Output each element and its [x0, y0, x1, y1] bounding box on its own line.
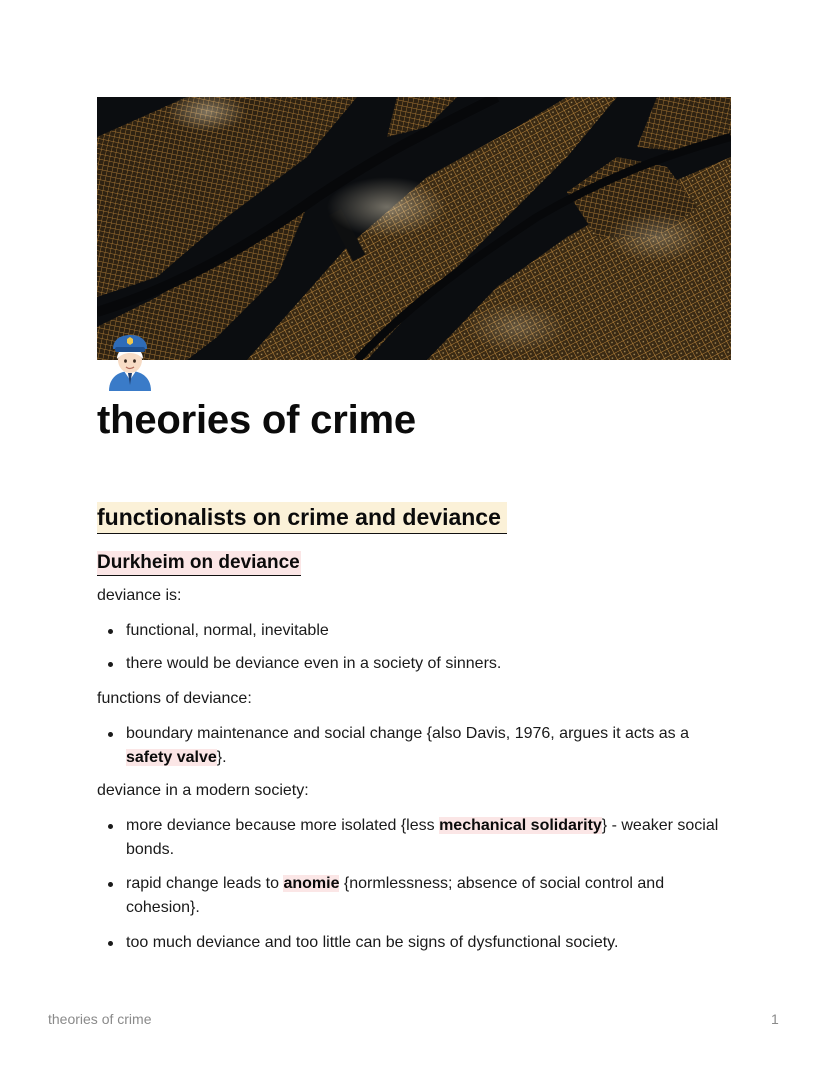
highlight-anomie: anomie: [283, 875, 340, 892]
bullet-dot: [108, 629, 113, 634]
bullet-dot: [108, 824, 113, 829]
cover-image: [97, 97, 731, 360]
bullet-dot: [108, 882, 113, 887]
paragraph-deviance-modern-society: deviance in a modern society:: [97, 782, 309, 799]
paragraph-functions-of-deviance: functions of deviance:: [97, 690, 252, 707]
list-item-text: functional, normal, inevitable: [126, 622, 329, 639]
list-item: [108, 619, 738, 643]
bullet-dot: [108, 732, 113, 737]
list-item-text: too much deviance and too little can be signs of dysfunctional society.: [126, 934, 619, 951]
list-item-text: [126, 814, 738, 862]
bullet-dot: [108, 662, 113, 667]
page-number: 1: [771, 1011, 779, 1027]
list-item-text: there would be deviance even in a society of sinners.: [126, 655, 502, 672]
paragraph-deviance-is: deviance is:: [97, 587, 182, 604]
list-item-text: [126, 722, 738, 770]
text-run: {normlessness; absence of social control and cohesion}.: [126, 875, 665, 916]
city-lights-image: [97, 97, 731, 360]
police-officer-emoji-icon: [103, 333, 157, 391]
bullet-dot: [108, 941, 113, 946]
text-run: } - weaker social bonds.: [126, 817, 719, 858]
highlight-safety-valve: safety valve: [126, 749, 217, 766]
text-run: }.: [216, 749, 227, 766]
text-run: rapid change leads to: [126, 875, 284, 892]
text-run: more deviance because more isolated {less: [126, 817, 440, 834]
subheading-durkheim: Durkheim on deviance: [97, 551, 301, 576]
page-title: theories of crime: [97, 398, 416, 442]
list-item-text: [126, 872, 738, 920]
highlight-mechanical-solidarity: mechanical solidarity: [439, 817, 602, 834]
list-item: [108, 931, 738, 955]
section-heading-functionalists: functionalists on crime and deviance: [97, 502, 507, 534]
text-run: boundary maintenance and social change {also Davis, 1976, argues it acts as a: [126, 725, 690, 742]
list-item: [108, 872, 738, 920]
list-item: [108, 722, 738, 770]
footer-title: theories of crime: [48, 1011, 152, 1027]
list-item: [108, 652, 738, 676]
list-item: [108, 814, 738, 862]
